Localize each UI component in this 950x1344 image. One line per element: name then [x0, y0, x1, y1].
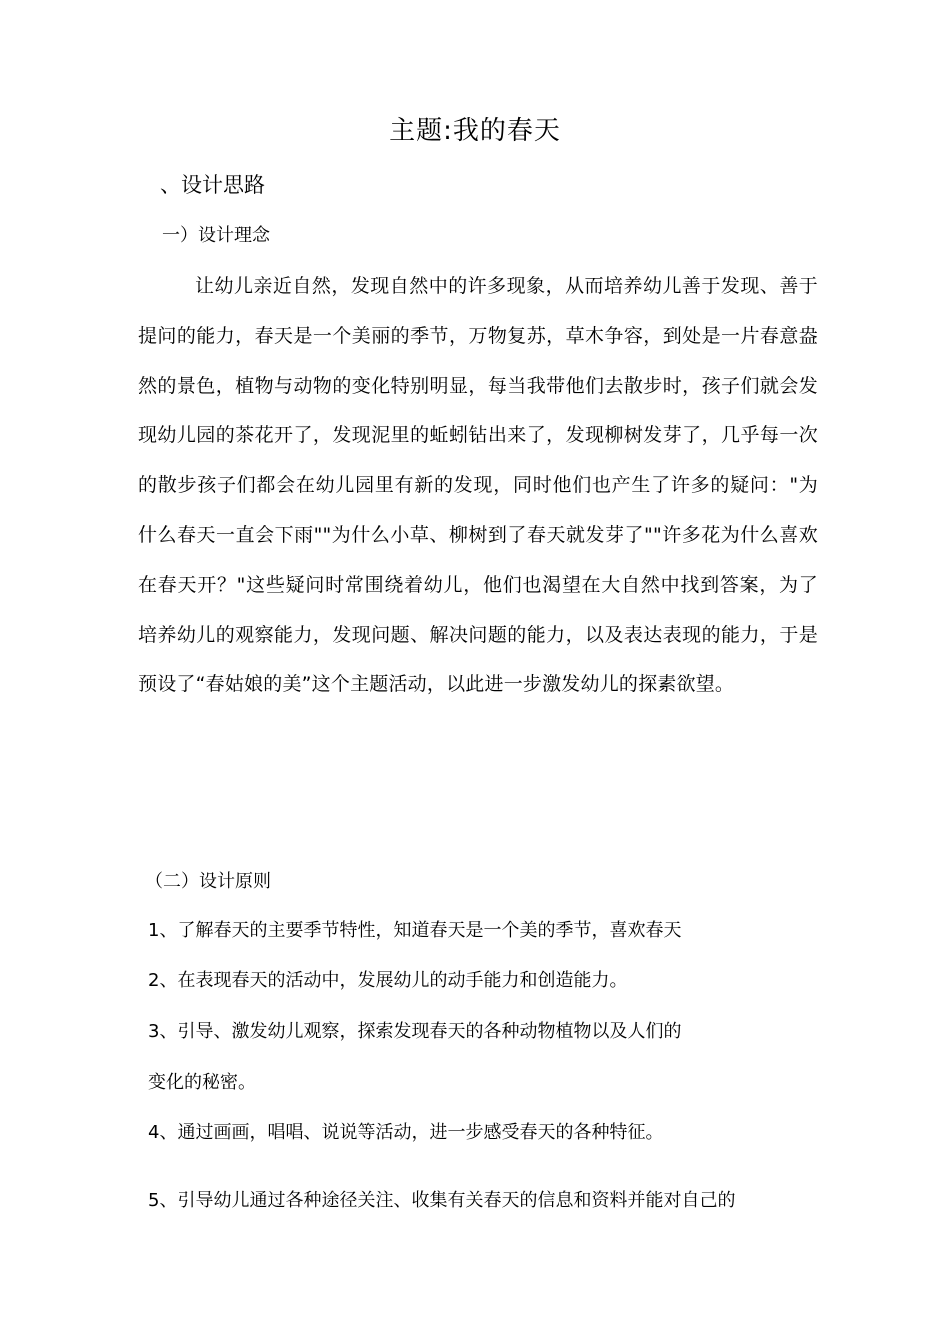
design-concept-paragraph: 让幼儿亲近自然，发现自然中的许多现象，从而培养幼儿善于发现、善于提问的能力，春天是一个美丽的季节，万物复苏，草木争容，到处是一片春意盎然的景色，植物与动物的变化特别明显，每当我带他们去散步时，孩子们就会发现幼儿园的茶花开了，发现泥里的蚯蚓钻出来了，发现柳树发芽了，几乎每一次的散步孩子们都会在幼儿园里有新的发现，同时他们也产生了许多的疑问："为什么春天一直会下雨""为什么小草、柳树到了春天就发芽了""许多花为什么喜欢在春天开？"这些疑问时常围绕着幼儿，他们也渴望在大自然中找到答案，为了培养幼儿的观察能力，发现问题、解决问题的能力，以及表达表现的能力，于是预设了“春姑娘的美”这个主题活动，以此进一步激发幼儿的探素欲望。 — [138, 275, 818, 696]
principle-item: 4、通过画画，唱唱、说说等活动，进一步感受春天的各种特征。 — [148, 1122, 664, 1143]
principle-item: 1、了解春天的主要季节特性，知道春天是一个美的季节，喜欢春天 — [148, 920, 682, 941]
principle-item-continuation: 变化的秘密。 — [148, 1072, 256, 1093]
section-heading-design-ideas: 、设计思路 — [160, 173, 265, 197]
document-title: 主题:我的春天 — [389, 116, 561, 146]
subsection-heading-design-principles: （二）设计原则 — [145, 871, 271, 892]
principle-item: 5、引导幼儿通过各种途径关注、收集有关春天的信息和资料并能对自己的 — [148, 1190, 736, 1211]
subsection-heading-design-concept: 一）设计理念 — [162, 225, 270, 246]
principle-item: 2、在表现春天的活动中，发展幼儿的动手能力和创造能力。 — [148, 970, 628, 991]
principle-item: 3、引导、激发幼儿观察，探索发现春天的各种动物植物以及人们的 — [148, 1021, 682, 1042]
